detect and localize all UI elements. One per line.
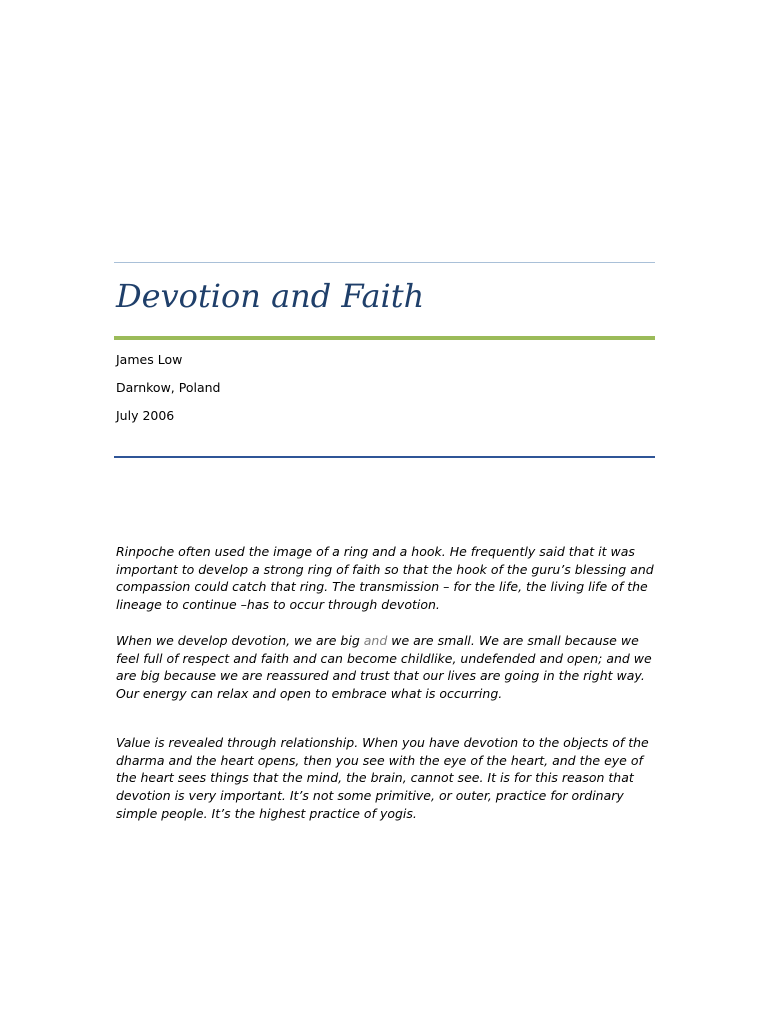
paragraph-line: Value is revealed through relationship. When you have devotion to the objects of the <box>116 735 649 750</box>
paragraph-line: lineage to continue –has to occur through devotion. <box>116 597 440 613</box>
paragraph-line: feel full of respect and faith and can become childlike, undefended and open; and we <box>116 650 652 666</box>
document-title: Devotion and Faith <box>116 277 425 315</box>
author-name: James Low <box>116 352 183 367</box>
title-underline-rule <box>114 336 655 340</box>
paragraph-line: compassion could catch that ring. The transmission – for the life, the living life of the <box>116 579 648 595</box>
paragraph-line: Rinpoche often used the image of a ring and a hook. He frequently said that it was <box>116 544 635 559</box>
paragraph-line: Our energy can relax and open to embrace what is occurring. <box>116 686 503 702</box>
paragraph-line: are big because we are reassured and trust that our lives are going in the right way. <box>116 668 645 684</box>
highlighted-word: and <box>363 633 388 648</box>
location: Darnkow, Poland <box>116 380 221 395</box>
title-top-rule <box>114 262 655 263</box>
body-paragraph-1 <box>116 543 661 614</box>
paragraph-text-segment: When we develop devotion, we are big <box>116 633 364 648</box>
date: July 2006 <box>116 408 175 423</box>
body-paragraph-2 <box>116 632 661 703</box>
paragraph-line <box>116 632 661 650</box>
header-bottom-rule <box>114 456 655 458</box>
paragraph-text-segment: we are small. We are small because we <box>387 633 639 648</box>
body-paragraph-3 <box>116 734 661 823</box>
paragraph-line: the heart sees things that the mind, the brain, cannot see. It is for this reason that <box>116 770 634 786</box>
paragraph-line: important to develop a strong ring of faith so that the hook of the guru’s blessing and <box>116 561 654 577</box>
paragraph-line: dharma and the heart opens, then you see with the eye of the heart, and the eye of <box>116 752 643 768</box>
paragraph-line: devotion is very important. It’s not some primitive, or outer, practice for ordinary <box>116 788 624 804</box>
paragraph-line: simple people. It’s the highest practice of yogis. <box>116 805 417 821</box>
